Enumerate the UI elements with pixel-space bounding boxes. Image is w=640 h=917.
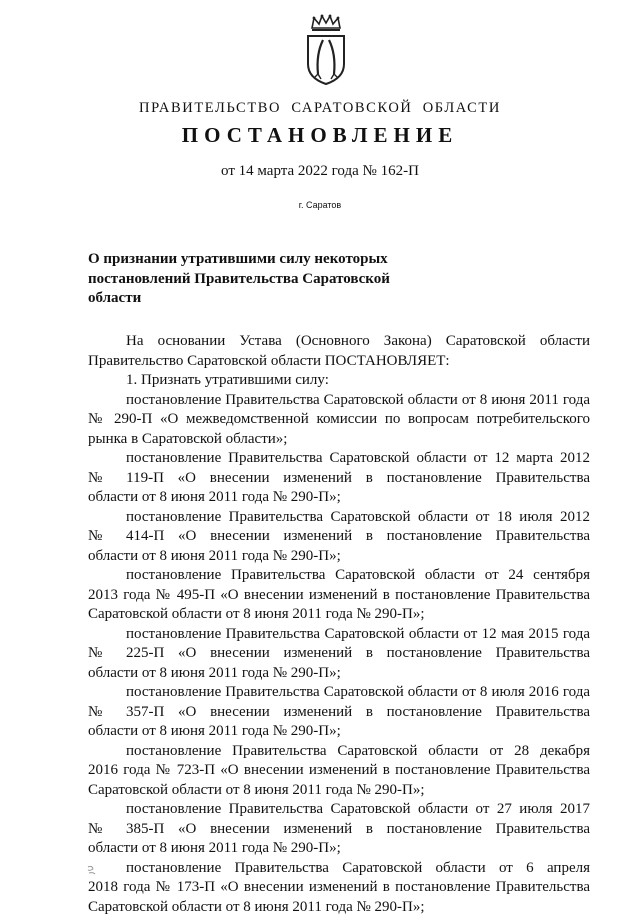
body-line: области от 8 июня 2011 года № 290-П»; (88, 722, 590, 742)
body-line: № 414-П «О внесении изменений в постановление Правительства (88, 527, 590, 547)
scan-mark-icon (86, 864, 98, 876)
body-line: рынка в Саратовской области»; (88, 430, 590, 450)
body-line: области от 8 июня 2011 года № 290-П»; (88, 547, 590, 567)
body-line: постановление Правительства Саратовской области от 18 июля 2012 (88, 508, 590, 528)
title-line: постановлений Правительства Саратовской (88, 270, 418, 290)
title-line: области (88, 289, 418, 309)
body-line: постановление Правительства Саратовской области от 28 декабря (88, 742, 590, 762)
body-line: № 357-П «О внесении изменений в постановление Правительства (88, 703, 590, 723)
body-line: № 290-П «О межведомственной комиссии по вопросам потребительского (88, 410, 590, 430)
document-body (88, 332, 590, 917)
body-line: постановление Правительства Саратовской области от 27 июля 2017 (88, 800, 590, 820)
body-line: № 385-П «О внесении изменений в постановление Правительства (88, 820, 590, 840)
body-line: Саратовской области от 8 июня 2011 года № 290-П»; (88, 781, 590, 801)
body-line: области от 8 июня 2011 года № 290-П»; (88, 488, 590, 508)
body-line: Саратовской области от 8 июня 2011 года № 290-П»; (88, 898, 590, 917)
body-line: Правительство Саратовской области ПОСТАНОВЛЯЕТ: (88, 352, 590, 372)
body-line: 2013 года № 495-П «О внесении изменений в постановление Правительства (88, 586, 590, 606)
document-title (88, 250, 418, 309)
body-line: постановление Правительства Саратовской области от 12 марта 2012 (88, 449, 590, 469)
document-kind: ПОСТАНОВЛЕНИЕ (0, 123, 640, 148)
body-line: постановление Правительства Саратовской области от 12 мая 2015 года (88, 625, 590, 645)
body-line: постановление Правительства Саратовской области от 24 сентября (88, 566, 590, 586)
body-line: постановление Правительства Саратовской области от 8 июля 2016 года (88, 683, 590, 703)
body-line: На основании Устава (Основного Закона) Саратовской области (88, 332, 590, 352)
body-line: постановление Правительства Саратовской области от 6 апреля (88, 859, 590, 879)
body-line: постановление Правительства Саратовской области от 8 июня 2011 года (88, 391, 590, 411)
body-line: 2018 года № 173-П «О внесении изменений в постановление Правительства (88, 878, 590, 898)
document-date-number: от 14 марта 2022 года № 162-П (0, 163, 640, 180)
coat-of-arms-icon (302, 14, 350, 86)
body-line: области от 8 июня 2011 года № 290-П»; (88, 664, 590, 684)
body-line: Саратовской области от 8 июня 2011 года № 290-П»; (88, 605, 590, 625)
body-line: № 225-П «О внесении изменений в постановление Правительства (88, 644, 590, 664)
body-line: 1. Признать утратившими силу: (88, 371, 590, 391)
body-line: области от 8 июня 2011 года № 290-П»; (88, 839, 590, 859)
document-city: г. Саратов (0, 200, 640, 210)
government-name: ПРАВИТЕЛЬСТВО САРАТОВСКОЙ ОБЛАСТИ (0, 100, 640, 117)
body-line: № 119-П «О внесении изменений в постановление Правительства (88, 469, 590, 489)
title-line: О признании утратившими силу некоторых (88, 250, 418, 270)
body-line: 2016 года № 723-П «О внесении изменений в постановление Правительства (88, 761, 590, 781)
